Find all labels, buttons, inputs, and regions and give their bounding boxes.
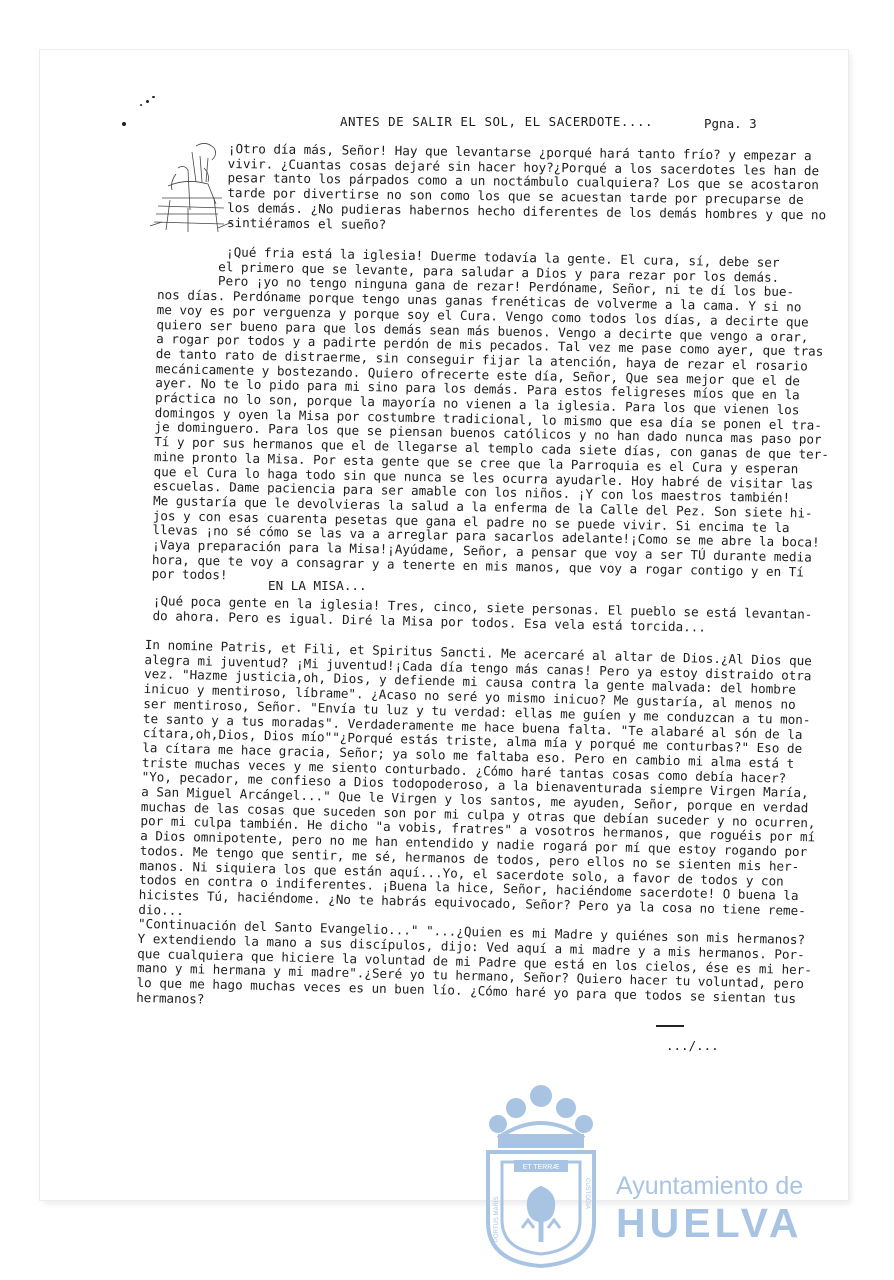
ink-speck	[152, 96, 155, 98]
ink-speck	[122, 122, 126, 126]
continuation-text: .../...	[666, 1038, 719, 1053]
paragraph-cold-church: ¡Qué fria está la iglesia! Duerme todavía la gente. El cura, sí, debe ser el primero que se levante, para saludar a Dios y para rezar por los demás. Pero ¡yo no tengo ninguna gana de rezar! Perdóname, Señor, ni te dí los bue- nos días. Perdóname porque tengo unas ganas frenéticas de volverme a la cama. Y si no me voy es por verguenza y porque soy el Cura. Vengo como todos los días, a decirte que quiero ser bueno para que los demás sean más buenos. Vengo a decirte que vengo a orar, a rogar por todos y a padirte perdón de mis pecados. Tal vez me pase como ayer, que tras de tanto rato de distraerme, sin conseguir fijar la atención, haya de rezar el rosario mecánicamente y bostezando. Quiero ofrecerte este día, Señor, Que sea mejor que el de ayer. No te lo pido para mi sino para los demás. Para estos feligreses míos que en la práctica no lo son, porque la mayoría no vienen a la iglesia. Para los que vienen los domingos y oyen la Misa por costumbre tradicional, lo mismo que esa día se ponen el tra- je dominguero. Para los que se piensan buenos católicos y no han dado nunca mas paso por Tí y por sus hermanos que el de llegarse al templo cada siete días, con ganas de que ter- mine pronto la Misa. Por esta gente que se cree que la Parroquia es el Cura y esperan que el Cura lo haga todo sin que nunca se les ocurra ayudarle. Hoy habré de visitar las escuelas. Dame paciencia para ser amable con los niños. ¡Y con los maestros también! Me gustaría que le devolvieras la salud a la enferma de la Calle del Pez. Son siete hi- jos y con esas cuarenta pesetas que gana el padre no se puede vivir. Si encima te la llevas ¡no sé cómo se las va a arreglar para sacarlos adelante!¡Como se me abre la boca! ¡Vaya preparación para la Misa!¡Ayúdame, Señor, a pensar que voy a ser TÚ durante media hora, que te voy a consagrar y a tenerte en mis manos, que voy a rogar contigo y en Tí por todos!	[151, 243, 830, 583]
watermark-line1: Ayuntamiento de	[616, 1172, 804, 1200]
shield-right-text: CUSTODIA	[584, 1178, 590, 1209]
paragraph-mass-prayers: In nomine Patris, et Fili, et Spiritus Sancti. Me acercaré al altar de Dios.¿Al Dios que alegra mi juventud? ¡Mi juventud!¡Cada día tengo más canas! Pero ya estoy distraido otra vez. "Hazme justicia,oh, Dios, y defiende mi causa contra la gente malvada: del hombre inicuo y mentiroso, líbrame". ¿Acaso no seré yo mismo inicuo? Me gustaría, al menos no ser mentiroso, Señor. "Envía tu luz y tu verdad: ellas me guíen y me conduzcan a tu mon- te santo y a tus moradas". Verdaderamente me hace buena falta. "Te alabaré al són de la cítara,oh,Dios, Dios mío""¿Porqué estás triste, alma mía y porqué me conturbas?" Eso de la cítara me hace gracia, Señor; ya solo me faltaba eso. Pero en cambio mi alma está t triste muchas veces y me siento conturbado. ¿Cómo haré tantas cosas como debía hacer? "Yo, pecador, me confieso a Dios todopoderoso, a la bienaventurada siempre Virgen María, a San Miguel Arcángel..." Que le Virgen y los santos, me ayuden, Señor, porque en verdad muchas de las cosas que suceden son por mi culpa y otras que debían suceder y no ocurren, por mi culpa también. He dicho "a vobis, fratres" a vosotros hermanos, que roguéis por mí a Dios omnipotente, pero no me han entendido y nadie rogará por mí que estoy rogando por todos. Me tengo que sentir, me sé, hermanos de todos, pero ellos no se sienten mis her- manos. Ni siquiera los que están aquí...Yo, el sacerdote solo, a favor de todos y con todos en contra o indiferentes. ¡Buena la hice, Señor, haciéndome sacerdote! O buena la hicistes Tú, haciéndome. ¿No te habrás equivocado, Señor? Pero ya la cosa no tiene reme- dio... "Continuación del Santo Evangelio..." "...¿Quien es mi Madre y quiénes son mis hermanos? Y extendiendo la mano a sus discípulos, dijo: Ved aquí a mi madre y a mis hermanos. Por- que cualquiera que hiciere la voluntad de mi Padre que está en los cielos, ése es mi her- mano y mi hermana y mi madre".¿Seré yo tu hermano, Señor? Quiero hacer tu voluntad, pero lo que me hago muchas veces es un buen lío. ¿Cómo haré yo para que todos se sientan tus hermanos?	[136, 637, 816, 1007]
continuation-mark	[656, 1025, 684, 1027]
shield-left-text: PORTUS MARIS	[494, 1196, 500, 1242]
ink-speck	[146, 100, 149, 103]
document-header-title: ANTES DE SALIR EL SOL, EL SACERDOTE....	[340, 114, 653, 129]
section-heading-mass: EN LA MISA...	[268, 578, 367, 593]
watermark-line2: HUELVA	[616, 1200, 803, 1246]
paragraph-morning-waking: ¡Otro día más, Señor! Hay que levantarse ¿porqué hará tanto frío? y empezar a vivir. ¿Cuantas cosas dejaré sin hacer hoy?¿Porqué a los sacerdotes les han de pesar tanto los párpados como a un noctámbulo cualquiera? Los que se acostaron tarde por divertirse no son como los que se acuestan tarde por precuparse de los demás. ¿No pudieras habernos hecho diferentes de los demás hombres y que no sintiéramos el sueño?	[226, 141, 827, 232]
page-number: Pgna. 3	[704, 116, 757, 131]
shield-top-text: ET TERRÆ	[522, 1164, 560, 1171]
paragraph-few-people: ¡Qué poca gente en la iglesia! Tres, cinco, siete personas. El pueblo se está levantan- do ahora. Pero es igual. Diré la Misa por todos. Esa vela está torcida...	[152, 593, 813, 635]
priest-sketch-illustration	[148, 138, 238, 236]
ink-speck	[140, 104, 142, 106]
huelva-coat-of-arms-icon	[478, 1078, 604, 1268]
